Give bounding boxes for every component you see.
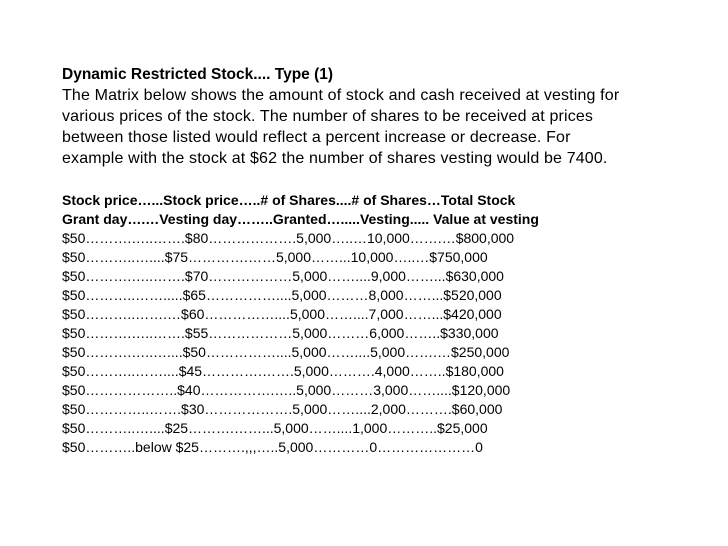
paragraph-line: various prices of the stock. The number of shares to be received at prices bbox=[62, 108, 594, 125]
matrix-header-line: Grant day….…Vesting day……..Granted….....Vesting..... Value at vesting bbox=[62, 211, 539, 227]
matrix-row: $50………..below $25……….,,,…..5,000…………0…………………0 bbox=[62, 439, 483, 455]
intro-paragraph bbox=[62, 85, 702, 169]
paragraph-line: The Matrix below shows the amount of stock and cash received at vesting for bbox=[62, 87, 620, 104]
matrix-row: $50………..…....$75………….……5,000……...10,000…..…$750,000 bbox=[62, 249, 488, 265]
matrix-row: $50……….…..…….$80……………….5,000…..…10,000…….…$800,000 bbox=[62, 230, 515, 246]
paragraph-line: example with the stock at $62 the number of shares vesting would be 7400. bbox=[62, 150, 608, 167]
vesting-matrix bbox=[62, 191, 702, 457]
paragraph-line: between those listed would reflect a percent increase or decrease. For bbox=[62, 129, 571, 146]
matrix-row: $50………..…….....$65……………....5,000………8,000……...$520,000 bbox=[62, 287, 502, 303]
matrix-row: $50………………..$40…………….…..5,000………3,000……....$120,000 bbox=[62, 382, 511, 398]
matrix-row: $50……….…..…....$50……………....5,000……....5,000…….…$250,000 bbox=[62, 344, 510, 360]
matrix-row: $50……….…..…….$70………………5,000……....9,000……...$630,000 bbox=[62, 268, 504, 284]
matrix-row: $50……….…..…….$55………………5,000………6,000……..$330,000 bbox=[62, 325, 499, 341]
document-body bbox=[62, 64, 702, 457]
section-spacer bbox=[62, 169, 702, 191]
matrix-row: $50………..……....$45………….…….5,000……….4,000……..$180,000 bbox=[62, 363, 504, 379]
matrix-row: $50………..…....$25……….……...5,000……....1,000………..$25,000 bbox=[62, 420, 488, 436]
matrix-row: $50…………..…….$30……………….5,000……....2,000……….$60,000 bbox=[62, 401, 503, 417]
document-title: Dynamic Restricted Stock.... Type (1) bbox=[62, 66, 334, 83]
matrix-row: $50………..…….…$60……………....5,000……....7,000……...$420,000 bbox=[62, 306, 502, 322]
matrix-header-line: Stock price…...Stock price…..# of Shares....# of Shares…Total Stock bbox=[62, 192, 516, 208]
